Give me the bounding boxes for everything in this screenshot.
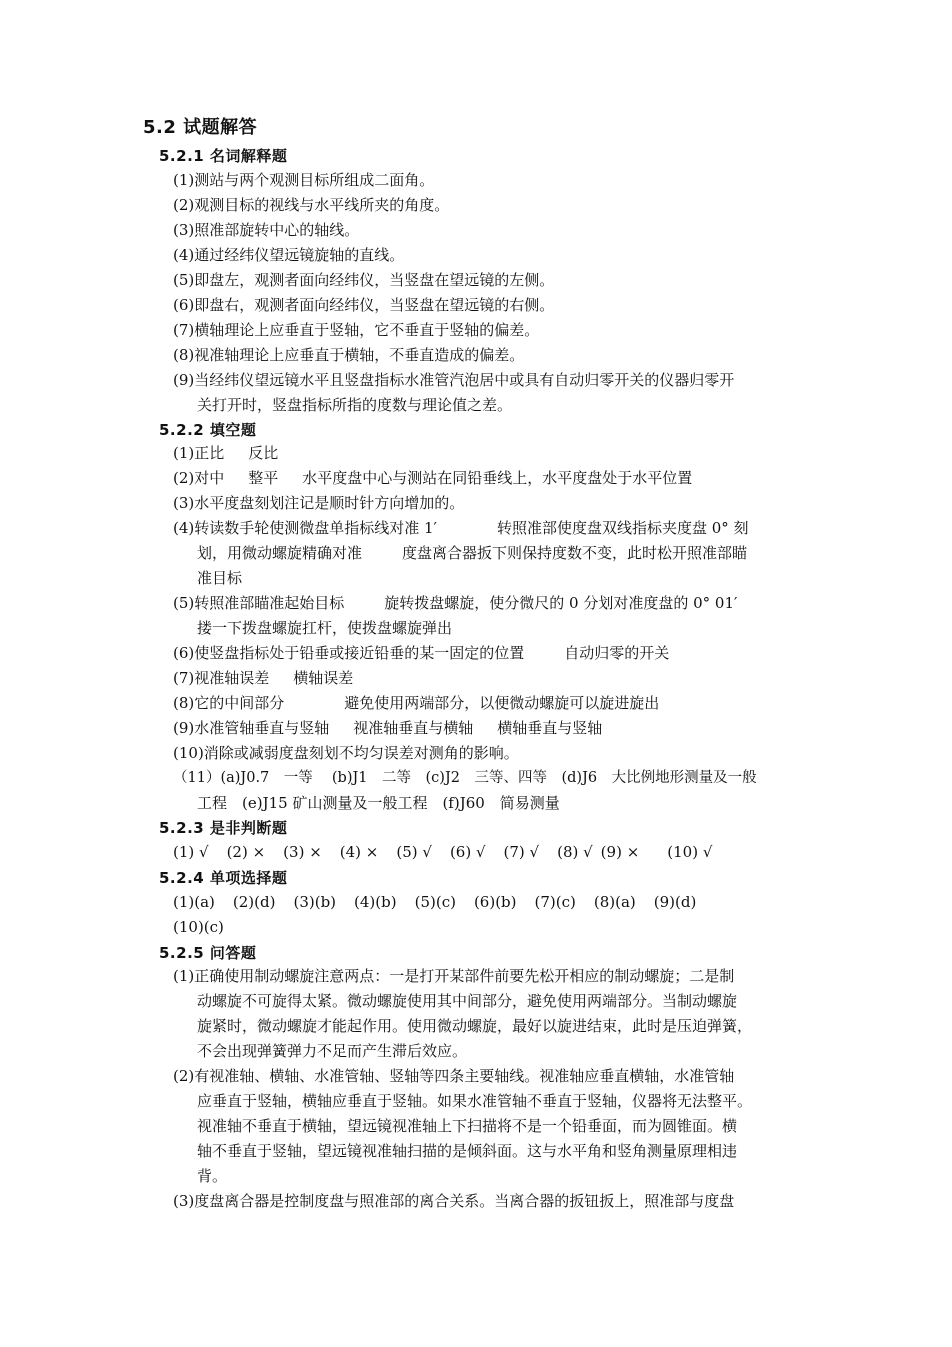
answer: (10) √ [667, 843, 713, 861]
fill-answer: (5)转照准部瞄准起始目标 [173, 594, 345, 612]
answer: (9)(d) [653, 893, 697, 911]
fill-answer: 水平度盘中心与测站在同铅垂线上，水平度盘处于水平位置 [302, 469, 693, 487]
fill-item-6 [173, 641, 813, 666]
fill-item-11: （11）(a)J0.7 一等 (b)J1 二等 (c)J2 三等、四等 (d)J6 大比例地形测量及一般 [173, 770, 757, 786]
definition-item: (8)视准轴理论上应垂直于横轴，不垂直造成的偏差。 [173, 346, 525, 364]
fill-item-5 [173, 591, 813, 616]
fill-answer: 度盘离合器扳下则保持度数不变，此时松开照准部瞄 [402, 544, 748, 562]
fill-answer: (7)视准轴误差 [173, 669, 270, 687]
answer: (5)(c) [414, 893, 456, 911]
fill-answer: 避免使用两端部分，以便微动螺旋可以旋进旋出 [344, 694, 660, 712]
choice-answer-last: (10)(c) [173, 918, 224, 936]
answer: (6) √ [449, 843, 486, 861]
definition-item-continuation: 关打开时，竖盘指标所指的度数与理论值之差。 [197, 396, 513, 414]
answer: (7)(c) [534, 893, 576, 911]
definition-item: (6)即盘右，观测者面向经纬仪，当竖盘在望远镜的右侧。 [173, 296, 555, 314]
definition-item: (7)横轴理论上应垂直于竖轴，它不垂直于竖轴的偏差。 [173, 321, 540, 339]
fill-answer: 横轴垂直与竖轴 [497, 719, 603, 737]
subsection-title-multiple-choice: 5.2.4 单项选择题 [159, 869, 288, 887]
fill-item-3: (3)水平度盘刻划注记是顺时针方向增加的。 [173, 494, 465, 512]
answer-paragraph-1-line: 动螺旋不可旋得太紧。微动螺旋使用其中间部分，避免使用两端部分。当制动螺旋 [197, 992, 738, 1010]
fill-answer: 旋转拨盘螺旋，使分微尺的 0 分划对准度盘的 0° 01′ [384, 594, 738, 612]
fill-answer: 反比 [248, 444, 279, 462]
answer-paragraph-2-line: 应垂直于竖轴，横轴应垂直于竖轴。如果水准管轴不垂直于竖轴，仪器将无法整平。 [197, 1092, 753, 1110]
definition-item: (1)测站与两个观测目标所组成二面角。 [173, 171, 435, 189]
answer: (1)(a) [173, 893, 215, 911]
subsection-title-fill-blank: 5.2.2 填空题 [159, 421, 257, 439]
definition-item: (2)观测目标的视线与水平线所夹的角度。 [173, 196, 450, 214]
section-title: 5.2 试题解答 [143, 117, 258, 138]
fill-answer: 自动归零的开关 [564, 644, 670, 662]
answer: (7) √ [503, 843, 540, 861]
answer: (3) × [283, 843, 322, 861]
fill-answer: (1)正比 [173, 444, 225, 462]
answer: (2) × [226, 843, 266, 861]
subsection-title-definitions: 5.2.1 名词解释题 [159, 147, 288, 165]
fill-answer: 划，用微动螺旋精确对准 [197, 544, 363, 562]
fill-answer: (2)对中 [173, 469, 225, 487]
fill-item-4-continuation [197, 541, 813, 566]
fill-item-10: (10)消除或减弱度盘刻划不均匀误差对测角的影响。 [173, 744, 519, 762]
answer: (5) √ [396, 843, 432, 861]
fill-answer: 整平 [248, 469, 279, 487]
fill-item-2 [173, 466, 813, 491]
answer-paragraph-2-line: 视准轴不垂直于横轴，望远镜视准轴上下扫描将不是一个铅垂面，而为圆锥面。横 [197, 1117, 738, 1135]
answer: (4)(b) [354, 893, 397, 911]
answer-paragraph-1-line: 旋紧时，微动螺旋才能起作用。使用微动螺旋，最好以旋进结束，此时是压迫弹簧， [197, 1017, 753, 1035]
fill-item-4 [173, 516, 813, 541]
answer: (2)(d) [232, 893, 276, 911]
fill-answer: 视准轴垂直与横轴 [353, 719, 474, 737]
definition-item: (3)照准部旋转中心的轴线。 [173, 221, 360, 239]
fill-item-5-continuation: 搂一下拨盘螺旋扛杆，使拨盘螺旋弹出 [197, 619, 453, 637]
answer-paragraph-2-line: 轴不垂直于竖轴，望远镜视准轴扫描的是倾斜面。这与水平角和竖角测量原理相违 [197, 1142, 738, 1160]
answer: (4) × [339, 843, 379, 861]
fill-answer: (9)水准管轴垂直与竖轴 [173, 719, 330, 737]
answer-paragraph-3: (3)度盘离合器是控制度盘与照准部的离合关系。当离合器的扳钮扳上，照准部与度盘 [173, 1192, 735, 1210]
answer-paragraph-2-line: 背。 [197, 1167, 228, 1185]
fill-item-7 [173, 666, 813, 691]
answer-paragraph-2: (2)有视准轴、横轴、水准管轴、竖轴等四条主要轴线。视准轴应垂直横轴，水准管轴 [173, 1067, 735, 1085]
answer-paragraph-1-line: 不会出现弹簧弹力不足而产生滞后效应。 [197, 1042, 468, 1060]
fill-answer: (4)转读数手轮使测微盘单指标线对准 1′ [173, 519, 437, 537]
fill-answer: 转照准部使度盘双线指标夹度盘 0° 刻 [496, 519, 749, 537]
fill-answer: (6)使竖盘指标处于铅垂或接近铅垂的某一固定的位置 [173, 644, 525, 662]
answer: (3)(b) [293, 893, 337, 911]
true-false-answers [173, 840, 813, 865]
answer: (9) × [600, 843, 640, 861]
definition-item: (5)即盘左，观测者面向经纬仪，当竖盘在望远镜的左侧。 [173, 271, 555, 289]
fill-item-4-continuation: 准目标 [197, 569, 243, 587]
answer: (8)(a) [593, 893, 636, 911]
fill-answer: (8)它的中间部分 [173, 694, 285, 712]
fill-item-8 [173, 691, 813, 716]
answer: (6)(b) [473, 893, 517, 911]
answer-paragraph-1: (1)正确使用制动螺旋注意两点：一是打开某部件前要先松开相应的制动螺旋；二是制 [173, 967, 735, 985]
fill-answer: 横轴误差 [293, 669, 354, 687]
fill-item-9 [173, 716, 813, 741]
fill-item-1 [173, 441, 813, 466]
choice-answers [173, 890, 813, 915]
definition-item: (4)通过经纬仪望远镜旋轴的直线。 [173, 246, 405, 264]
answer: (1) √ [173, 843, 209, 861]
subsection-title-questions: 5.2.5 问答题 [159, 944, 257, 962]
definition-item: (9)当经纬仪望远镜水平且竖盘指标水准管汽泡居中或具有自动归零开关的仪器归零开 [173, 371, 735, 389]
fill-item-11-continuation: 工程 (e)J15 矿山测量及一般工程 (f)J60 简易测量 [197, 794, 560, 812]
subsection-title-true-false: 5.2.3 是非判断题 [159, 819, 288, 837]
answer: (8) √ [557, 843, 593, 861]
